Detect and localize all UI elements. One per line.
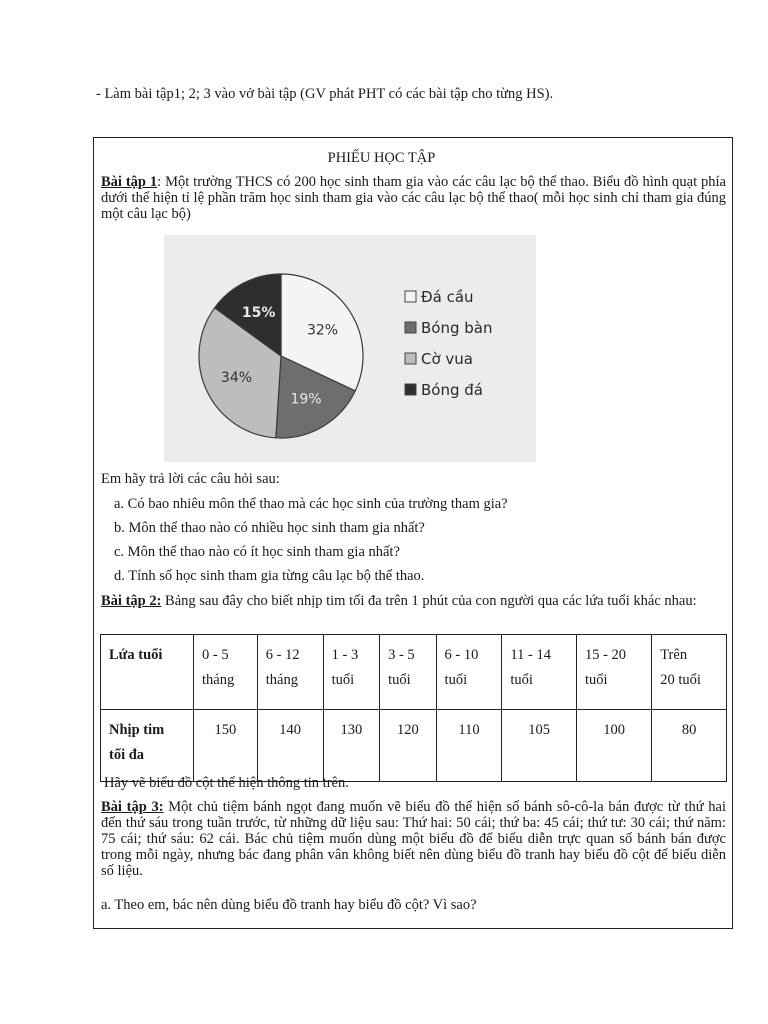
pie-slice-label: 19%: [290, 391, 322, 408]
legend-swatch: [405, 322, 416, 333]
pie-chart-figure: [164, 235, 536, 462]
legend-swatch: [405, 291, 416, 302]
age-cell: 15 - 20 tuổi: [576, 635, 651, 710]
pie-slice-label: 34%: [220, 369, 253, 386]
rate-cell: 130: [323, 710, 379, 782]
question-d: d. Tính số học sinh tham gia từng câu lạc bộ thể thao.: [114, 568, 425, 584]
rate-cell: 105: [502, 710, 577, 782]
age-header-cell: Lứa tuổi: [101, 635, 194, 710]
pie-slice-label: 32%: [306, 322, 339, 339]
intro-instruction: - Làm bài tập1; 2; 3 vào vở bài tập (GV phát PHT có các bài tập cho từng HS).: [96, 86, 554, 102]
exercise-1-body: : Một trường THCS có 200 học sinh tham gia vào các câu lạc bộ thể thao. Biểu đồ hình quạt phía dưới thể hiện tỉ lệ phần trăm học sinh tham gia vào các câu lạc bộ thể thao( mỗi học sinh chỉ tham gia đúng một câu lạc bộ): [101, 174, 726, 222]
age-cell: 6 - 10 tuổi: [436, 635, 502, 710]
legend-label: Đá cầu: [421, 288, 474, 306]
rate-cell: 150: [194, 710, 258, 782]
exercise-2-text: [101, 593, 726, 609]
pie-chart: [164, 235, 536, 462]
question-c: c. Môn thể thao nào có ít học sinh tham gia nhất?: [114, 544, 400, 560]
age-cell: 3 - 5 tuổi: [380, 635, 436, 710]
exercise-2-body: Bảng sau đây cho biết nhịp tim tối đa trên 1 phút của con người qua các lứa tuổi khác nhau:: [161, 593, 697, 609]
rate-cell: 100: [576, 710, 651, 782]
legend-swatch: [405, 353, 416, 364]
exercise-3-body: Một chủ tiệm bánh ngọt đang muốn vẽ biểu đồ thể hiện số bánh sô-cô-la bán được từ thứ hai đến thứ sáu trong tuần trước, từ những dữ liệu sau: Thứ hai: 50 cái; thứ ba: 45 cái; thứ tư: 30 cái; thứ năm: 75 cái; thứ sáu: 62 cái. Bác chủ tiệm muốn dùng một biểu đồ để biểu diễn trực quan số bánh bán được trong mỗi ngày, nhưng bác đang phân vân không biết nên dùng biểu đồ tranh hay biểu đồ cột để biểu diễn số liệu.: [101, 799, 726, 879]
age-cell: Trên 20 tuổi: [652, 635, 727, 710]
exercise-2-task: Hãy vẽ biểu đồ cột thể hiện thông tin trên.: [104, 775, 349, 791]
legend-label: Cờ vua: [421, 350, 473, 368]
exercise-3-question-a: a. Theo em, bác nên dùng biểu đồ tranh hay biểu đồ cột? Vì sao?: [101, 897, 477, 913]
question-b: b. Môn thể thao nào có nhiều học sinh tham gia nhất?: [114, 520, 425, 536]
age-cell: 1 - 3 tuổi: [323, 635, 379, 710]
rate-cell: 140: [257, 710, 323, 782]
legend-label: Bóng đá: [421, 381, 483, 399]
age-cell: 6 - 12 tháng: [257, 635, 323, 710]
exercise-2-label: Bài tập 2:: [101, 593, 162, 609]
rate-cell: 110: [436, 710, 502, 782]
table-row: [101, 710, 727, 782]
question-a: a. Có bao nhiêu môn thể thao mà các học sinh của trường tham gia?: [114, 496, 508, 512]
rate-cell: 120: [380, 710, 436, 782]
legend-label: Bóng bàn: [421, 319, 493, 337]
heart-rate-header-cell: Nhịp tim tối đa: [101, 710, 194, 782]
worksheet-box: [93, 137, 733, 929]
exercise-1-label: Bài tập 1: [101, 174, 158, 190]
exercise-3-label: Bài tập 3:: [101, 799, 164, 815]
pie-slice-label: 15%: [241, 305, 276, 322]
worksheet-title: PHIẾU HỌC TẬP: [327, 150, 436, 166]
exercise-1-prompt: Em hãy trả lời các câu hỏi sau:: [101, 471, 280, 487]
age-cell: 0 - 5 tháng: [194, 635, 258, 710]
heart-rate-table: [100, 634, 727, 782]
rate-cell: 80: [652, 710, 727, 782]
exercise-3-text: [101, 799, 726, 879]
exercise-1-text: [101, 174, 726, 222]
age-cell: 11 - 14 tuổi: [502, 635, 577, 710]
table-row: [101, 635, 727, 710]
legend-swatch: [405, 384, 416, 395]
